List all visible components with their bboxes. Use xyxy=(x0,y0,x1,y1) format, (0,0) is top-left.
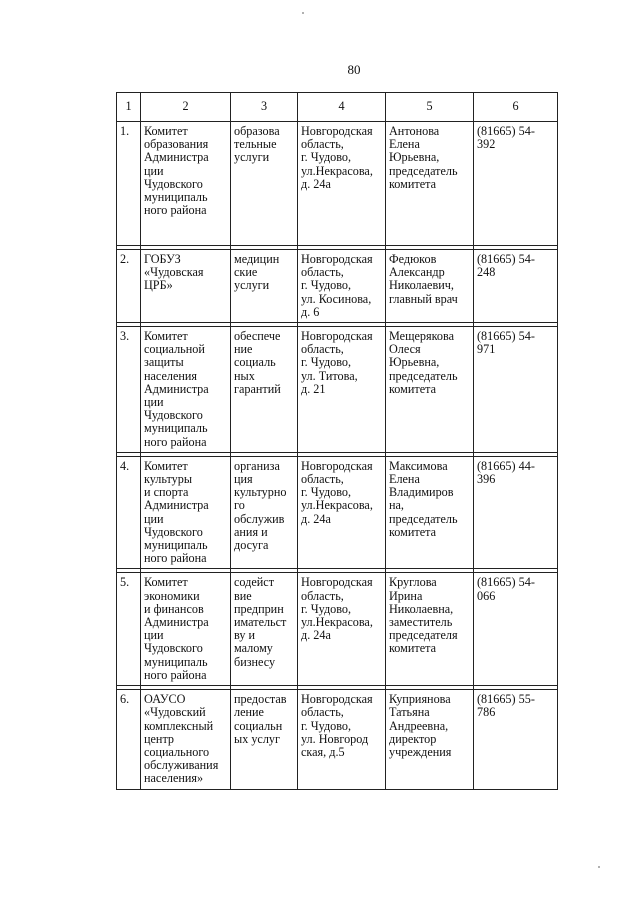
cell-line: содейст xyxy=(234,575,275,590)
cell-line: ул. Титова, xyxy=(301,368,358,383)
cell-line: область, xyxy=(301,588,344,603)
cell-line: культурно xyxy=(234,485,287,500)
cell-person xyxy=(386,327,474,453)
row-number: 1. xyxy=(117,122,141,246)
cell-line: (81665) 55- xyxy=(477,692,535,707)
cell-phone xyxy=(474,573,558,686)
cell-line: Елена xyxy=(389,472,420,487)
cell-line: Администра xyxy=(144,615,209,630)
cell-line: Комитет xyxy=(144,458,188,473)
cell-line: Ирина xyxy=(389,588,423,603)
cell-line: председатель xyxy=(389,511,458,526)
cell-line: Антонова xyxy=(389,124,440,138)
cell-line: имательст xyxy=(234,615,287,630)
cell-line: Андреевна, xyxy=(389,718,449,733)
cell-line: Чудовского xyxy=(144,408,203,423)
cell-address xyxy=(298,690,386,789)
table-row xyxy=(117,250,558,323)
cell-org xyxy=(141,122,231,246)
cell-line: Владимиров xyxy=(389,485,454,500)
cell-line: ции xyxy=(144,395,164,410)
cell-line: ские xyxy=(234,265,258,280)
header-cell: 5 xyxy=(386,93,474,122)
cell-line: Мещерякова xyxy=(389,329,454,344)
cell-line: ых услуг xyxy=(234,731,281,746)
cell-line: Новгородская xyxy=(301,252,373,266)
cell-line: Куприянова xyxy=(389,692,451,707)
cell-line: учреждения xyxy=(389,744,452,759)
cell-line: социальной xyxy=(144,342,205,357)
row-number: 3. xyxy=(117,327,141,453)
table-row xyxy=(117,573,558,686)
cell-line: Администра xyxy=(144,498,209,513)
cell-line: ных xyxy=(234,368,255,383)
row-number: 5. xyxy=(117,573,141,686)
cell-line: ул.Некрасова, xyxy=(301,498,373,513)
cell-line: Круглова xyxy=(389,575,437,590)
cell-line: директор xyxy=(389,731,437,746)
cell-person xyxy=(386,573,474,686)
cell-line: г. Чудово, xyxy=(301,150,352,165)
cell-line: область, xyxy=(301,705,344,720)
row-number: 4. xyxy=(117,456,141,569)
cell-line: образова xyxy=(234,124,280,138)
cell-line: Чудовского xyxy=(144,176,203,191)
scan-dot xyxy=(302,12,304,14)
cell-line: ОАУСО xyxy=(144,692,186,707)
header-cell: 2 xyxy=(141,93,231,122)
cell-line: г. Чудово, xyxy=(301,355,352,370)
cell-line: тельные xyxy=(234,137,277,152)
cell-service xyxy=(231,456,298,569)
cell-line: Новгородская xyxy=(301,692,373,707)
cell-line: 786 xyxy=(477,705,496,720)
cell-line: г. Чудово, xyxy=(301,718,352,733)
page-number: 80 xyxy=(347,62,361,77)
cell-line: ву и xyxy=(234,628,256,643)
row-number: 6. xyxy=(117,690,141,789)
cell-line: го xyxy=(234,498,245,513)
cell-line: Чудовского xyxy=(144,524,203,539)
cell-person xyxy=(386,456,474,569)
cell-line: бизнесу xyxy=(234,654,276,669)
cell-line: Федюков xyxy=(389,252,437,266)
cell-line: ции xyxy=(144,628,164,643)
cell-line: ного района xyxy=(144,434,207,449)
cell-line: 396 xyxy=(477,472,496,487)
cell-line: социального xyxy=(144,744,210,759)
cell-line: комитета xyxy=(389,176,437,191)
cell-line: Юрьевна, xyxy=(389,150,440,165)
cell-person xyxy=(386,122,474,246)
cell-line: председателя xyxy=(389,628,458,643)
cell-line: Максимова xyxy=(389,458,448,473)
cell-line: комитета xyxy=(389,641,437,656)
scan-dot xyxy=(598,866,600,868)
cell-line: Юрьевна, xyxy=(389,355,440,370)
cell-line: Новгородская xyxy=(301,124,373,138)
cell-line: (81665) 54- xyxy=(477,252,535,266)
cell-line: Администра xyxy=(144,381,209,396)
cell-phone xyxy=(474,327,558,453)
cell-line: д. 24а xyxy=(301,511,331,526)
cell-line: ции xyxy=(144,163,164,178)
cell-line: досуга xyxy=(234,538,269,553)
cell-address xyxy=(298,250,386,323)
cell-line: ление xyxy=(234,705,264,720)
cell-line: д. 21 xyxy=(301,381,326,396)
cell-line: ГОБУЗ xyxy=(144,252,181,266)
cell-line: услуги xyxy=(234,150,270,165)
cell-line: муниципаль xyxy=(144,190,208,205)
cell-line: предостав xyxy=(234,692,287,707)
cell-line: Комитет xyxy=(144,575,188,590)
cell-line: д. 24а xyxy=(301,628,331,643)
cell-line: Олеся xyxy=(389,342,421,357)
cell-line: ул.Некрасова, xyxy=(301,163,373,178)
table-row xyxy=(117,690,558,789)
cell-line: ного района xyxy=(144,203,207,218)
cell-line: Николаевна, xyxy=(389,601,454,616)
cell-line: обеспече xyxy=(234,329,281,344)
cell-line: Новгородская xyxy=(301,458,373,473)
table-row xyxy=(117,456,558,569)
table-row xyxy=(117,327,558,453)
cell-line: комплексный xyxy=(144,718,214,733)
cell-line: Чудовского xyxy=(144,641,203,656)
cell-line: д. 6 xyxy=(301,304,320,319)
cell-line: экономики xyxy=(144,588,200,603)
cell-line: организа xyxy=(234,458,280,473)
cell-line: муниципаль xyxy=(144,538,208,553)
cell-line: «Чудовская xyxy=(144,265,204,280)
cell-line: Новгородская xyxy=(301,575,373,590)
cell-line: 392 xyxy=(477,137,496,152)
cell-line: 971 xyxy=(477,342,496,357)
cell-line: область, xyxy=(301,137,344,152)
header-cell: 1 xyxy=(117,93,141,122)
cell-line: д. 24а xyxy=(301,176,331,191)
row-number: 2. xyxy=(117,250,141,323)
cell-line: Комитет xyxy=(144,124,188,138)
cell-line: область, xyxy=(301,342,344,357)
cell-line: ние xyxy=(234,342,253,357)
cell-line: г. Чудово, xyxy=(301,278,352,293)
cell-line: Комитет xyxy=(144,329,188,344)
cell-service xyxy=(231,327,298,453)
cell-line: ция xyxy=(234,472,253,487)
cell-line: защиты xyxy=(144,355,184,370)
cell-org xyxy=(141,573,231,686)
cell-line: (81665) 44- xyxy=(477,458,535,473)
cell-service xyxy=(231,690,298,789)
cell-service xyxy=(231,573,298,686)
cell-line: ул. Новгород xyxy=(301,731,369,746)
cell-line: (81665) 54- xyxy=(477,124,535,138)
cell-person xyxy=(386,250,474,323)
cell-line: вие xyxy=(234,588,252,603)
header-cell: 6 xyxy=(474,93,558,122)
cell-line: (81665) 54- xyxy=(477,575,535,590)
cell-line: ции xyxy=(144,511,164,526)
cell-address xyxy=(298,327,386,453)
cell-line: заместитель xyxy=(389,615,453,630)
cell-line: председатель xyxy=(389,368,458,383)
cell-line: обслужив xyxy=(234,511,285,526)
cell-line: комитета xyxy=(389,524,437,539)
cell-phone xyxy=(474,690,558,789)
cell-address xyxy=(298,573,386,686)
cell-line: председатель xyxy=(389,163,458,178)
cell-line: ного района xyxy=(144,551,207,566)
cell-line: ного района xyxy=(144,667,207,682)
cell-line: населения» xyxy=(144,771,204,786)
cell-line: образования xyxy=(144,137,209,152)
cell-line: ул.Некрасова, xyxy=(301,615,373,630)
cell-line: Александр xyxy=(389,265,445,280)
cell-line: 248 xyxy=(477,265,496,280)
cell-line: Новгородская xyxy=(301,329,373,344)
cell-phone xyxy=(474,250,558,323)
cell-line: ская, д.5 xyxy=(301,744,345,759)
cell-line: социаль xyxy=(234,355,276,370)
cell-line: Николаевич, xyxy=(389,278,454,293)
cell-line: услуги xyxy=(234,278,270,293)
cell-line: ания и xyxy=(234,524,268,539)
cell-line: «Чудовский xyxy=(144,705,206,720)
cell-line: г. Чудово, xyxy=(301,485,352,500)
cell-org xyxy=(141,250,231,323)
cell-org xyxy=(141,327,231,453)
cell-person xyxy=(386,690,474,789)
cell-line: г. Чудово, xyxy=(301,601,352,616)
cell-line: область, xyxy=(301,265,344,280)
cell-line: гарантий xyxy=(234,381,281,396)
table-row xyxy=(117,122,558,246)
cell-line: малому xyxy=(234,641,273,656)
cell-org xyxy=(141,456,231,569)
cell-phone xyxy=(474,456,558,569)
header-cell: 4 xyxy=(298,93,386,122)
cell-line: Елена xyxy=(389,137,420,152)
cell-line: Администра xyxy=(144,150,209,165)
cell-line: культуры xyxy=(144,472,193,487)
cell-line: 066 xyxy=(477,588,496,603)
cell-service xyxy=(231,250,298,323)
cell-line: и финансов xyxy=(144,601,204,616)
cell-line: обслуживания xyxy=(144,758,219,773)
cell-line: область, xyxy=(301,472,344,487)
cell-line: ул. Косинова, xyxy=(301,291,372,306)
cell-line: населения xyxy=(144,368,198,383)
cell-line: муниципаль xyxy=(144,421,208,436)
cell-service xyxy=(231,122,298,246)
cell-org xyxy=(141,690,231,789)
cell-phone xyxy=(474,122,558,246)
cell-line: медицин xyxy=(234,252,280,266)
cell-line: (81665) 54- xyxy=(477,329,535,344)
cell-line: ЦРБ» xyxy=(144,278,173,293)
cell-address xyxy=(298,122,386,246)
cell-line: центр xyxy=(144,731,175,746)
organizations-table xyxy=(116,92,558,790)
header-cell: 3 xyxy=(231,93,298,122)
cell-line: главный врач xyxy=(389,291,458,306)
cell-line: предприн xyxy=(234,601,284,616)
cell-address xyxy=(298,456,386,569)
cell-line: социальн xyxy=(234,718,283,733)
table-header-row xyxy=(117,93,558,122)
cell-line: на, xyxy=(389,498,404,513)
cell-line: комитета xyxy=(389,381,437,396)
cell-line: и спорта xyxy=(144,485,189,500)
cell-line: Татьяна xyxy=(389,705,430,720)
cell-line: муниципаль xyxy=(144,654,208,669)
